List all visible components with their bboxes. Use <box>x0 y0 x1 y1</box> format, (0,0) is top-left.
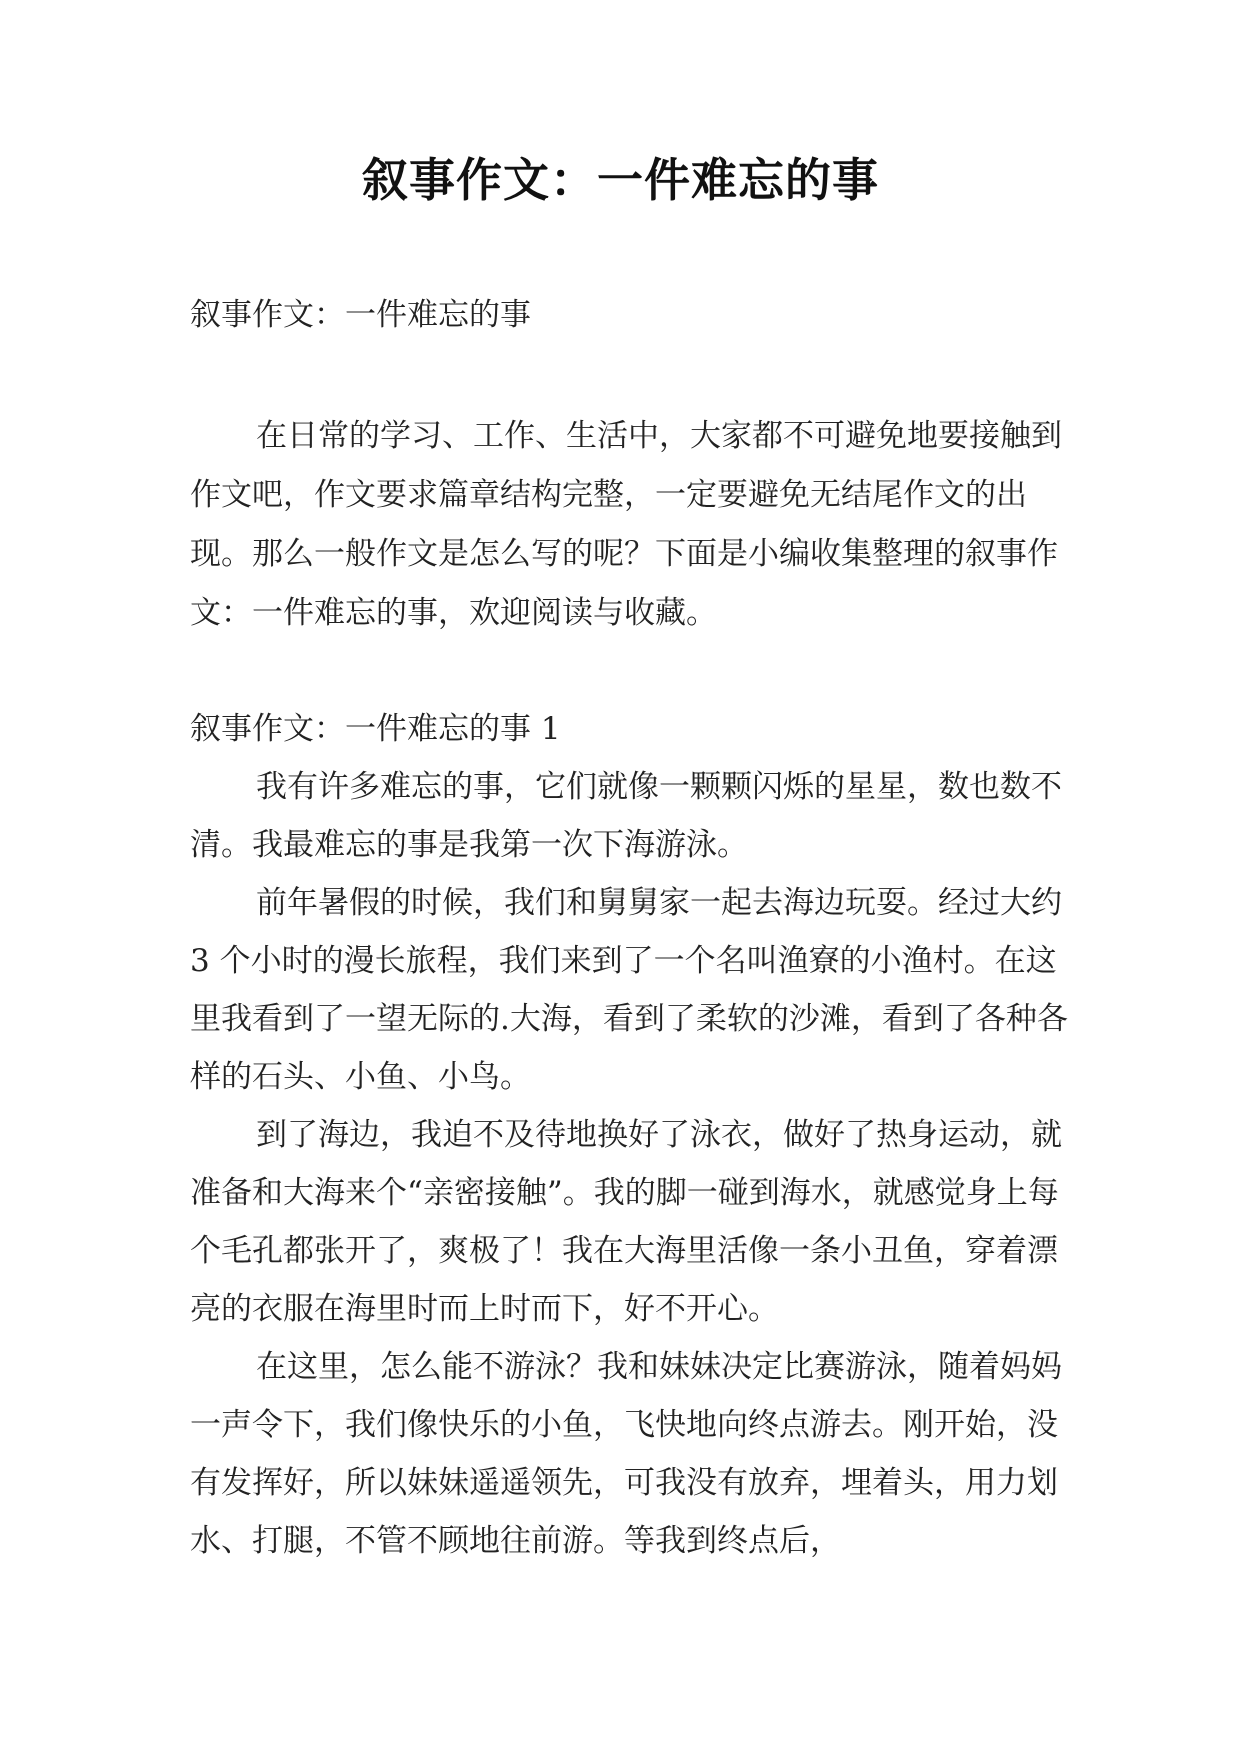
paragraph: 在这里，怎么能不游泳？我和妹妹决定比赛游泳，随着妈妈一声令下，我们像快乐的小鱼，飞快地向终点游去。刚开始，没有发挥好，所以妹妹遥遥领先，可我没有放弃，埋着头，用力划水、打腿，不管不顾地往前游。等我到终点后， <box>190 1349 1062 1559</box>
essay-section <box>190 700 1070 1570</box>
document-title: 叙事作文：一件难忘的事 <box>362 153 879 207</box>
paragraph: 到了海边，我迫不及待地换好了泳衣，做好了热身运动，就准备和大海来个“亲密接触”。我的脚一碰到海水，就感觉身上每个毛孔都张开了，爽极了！我在大海里活像一条小丑鱼，穿着漂亮的衣服在海里时而上时而下，好不开心。 <box>190 1117 1062 1327</box>
section-heading: 叙事作文：一件难忘的事 1 <box>190 711 561 747</box>
document-subtitle: 叙事作文：一件难忘的事 <box>190 297 531 333</box>
paragraph: 我有许多难忘的事，它们就像一颗颗闪烁的星星，数也数不清。我最难忘的事是我第一次下海游泳。 <box>190 769 1062 863</box>
paragraph: 前年暑假的时候，我们和舅舅家一起去海边玩耍。经过大约 3 个小时的漫长旅程，我们来到了一个名叫渔寮的小渔村。在这里我看到了一望无际的.大海，看到了柔软的沙滩，看到了各种各样的石头、小鱼、小鸟。 <box>190 885 1068 1095</box>
intro-paragraph: 在日常的学习、工作、生活中，大家都不可避免地要接触到作文吧，作文要求篇章结构完整，一定要避免无结尾作文的出现。那么一般作文是怎么写的呢？下面是小编收集整理的叙事作文：一件难忘的事，欢迎阅读与收藏。 <box>190 418 1062 631</box>
